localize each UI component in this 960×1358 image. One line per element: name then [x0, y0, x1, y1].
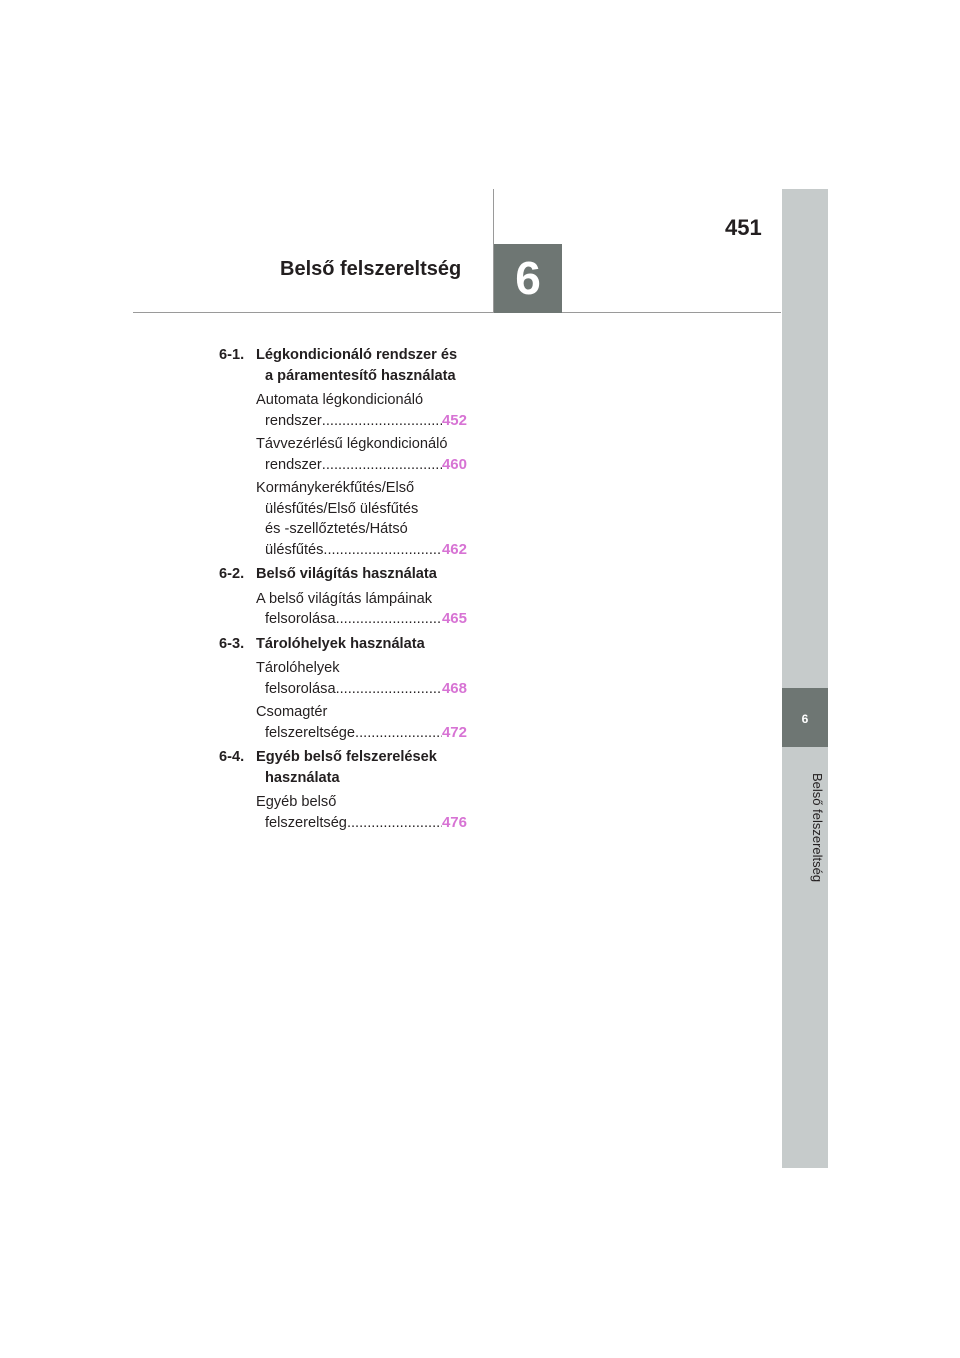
toc-leader-dots [355, 723, 442, 744]
toc-section-number: 6-3. [219, 635, 245, 652]
toc-section-heading [219, 747, 467, 788]
toc-section-title [256, 564, 467, 585]
page-number: 451 [725, 215, 762, 240]
side-tab-label: Belső felszereltség [810, 773, 825, 883]
toc-entry-line: rendszer [265, 412, 322, 429]
toc-entry[interactable] [219, 390, 467, 431]
toc-entry-last-line [256, 813, 467, 834]
toc-entry[interactable] [219, 434, 467, 475]
table-of-contents [219, 345, 467, 833]
toc-leader-dots [322, 455, 442, 476]
toc-entry[interactable] [219, 658, 467, 699]
toc-entry-line: felszereltsége [265, 724, 356, 741]
chapter-number-box: 6 [494, 244, 562, 313]
toc-section-heading [219, 345, 467, 386]
toc-entry-line: ülésfűtés [265, 541, 324, 558]
toc-entry-line: A belső világítás lámpáinak [256, 590, 433, 607]
toc-page-link[interactable]: 462 [441, 540, 467, 558]
toc-section-title-line: Légkondicionáló rendszer és [256, 347, 458, 363]
toc-leader-dots [336, 609, 442, 630]
toc-entry-line: Egyéb belső [256, 794, 337, 810]
toc-entry-last-line [256, 609, 467, 630]
toc-section-title [256, 345, 467, 386]
toc-leader-dots [323, 540, 442, 561]
toc-section-title [256, 634, 467, 655]
toc-section-heading [219, 564, 467, 585]
toc-entry-last-line [256, 455, 467, 476]
side-tab-number[interactable]: 6 [782, 688, 828, 747]
toc-page-link[interactable]: 476 [441, 813, 467, 831]
toc-entry-line: rendszer [265, 456, 322, 473]
toc-entry-line: felszereltség [265, 814, 347, 831]
toc-section-title-line: Egyéb belső felszerelések [256, 749, 437, 765]
chapter-title: Belső felszereltség [280, 258, 462, 280]
toc-entry-last-line [256, 723, 467, 744]
toc-page-link[interactable]: 465 [441, 610, 467, 627]
toc-entry-line: felsorolása [265, 680, 336, 697]
toc-page-link[interactable]: 452 [441, 411, 467, 429]
toc-page-link[interactable]: 468 [441, 679, 467, 697]
toc-section-title-line: használata [265, 769, 340, 786]
toc-section-title-line: Belső világítás használata [256, 566, 437, 582]
toc-page-link[interactable]: 472 [441, 723, 467, 741]
toc-section-title-line: a páramentesítő használata [265, 367, 456, 384]
toc-entry[interactable] [219, 478, 467, 560]
toc-entry-last-line [256, 679, 467, 700]
toc-leader-dots [347, 813, 442, 834]
toc-entry-line: ülésfűtés/Első ülésfűtés [265, 500, 419, 517]
toc-entry[interactable] [219, 589, 467, 630]
toc-entry-line: Tárolóhelyek [256, 660, 340, 676]
toc-entry-last-line [256, 411, 467, 432]
toc-entry[interactable] [219, 702, 467, 743]
toc-section-number: 6-4. [219, 749, 245, 765]
toc-entry-line: felsorolása [265, 611, 336, 627]
toc-entry[interactable] [219, 792, 467, 833]
side-tab [782, 189, 828, 1168]
toc-entry-line: Csomagtér [256, 704, 328, 720]
toc-leader-dots [322, 411, 442, 432]
toc-entry-line: Kormánykerékfűtés/Első [256, 480, 415, 496]
toc-section-heading [219, 634, 467, 655]
toc-page-link[interactable]: 460 [441, 455, 467, 473]
toc-section-title [256, 747, 467, 788]
toc-entry-line: Automata légkondicionáló [256, 392, 424, 408]
toc-section-number: 6-1. [219, 347, 245, 363]
toc-entry-line: Távvezérlésű légkondicionáló [256, 436, 448, 452]
toc-leader-dots [336, 679, 442, 700]
header-horizontal-rule [133, 312, 781, 313]
toc-section-number: 6-2. [219, 566, 245, 582]
toc-entry-line: és -szellőztetés/Hátsó [265, 521, 408, 537]
toc-entry-last-line [256, 540, 467, 561]
toc-section-title-line: Tárolóhelyek használata [256, 635, 425, 652]
